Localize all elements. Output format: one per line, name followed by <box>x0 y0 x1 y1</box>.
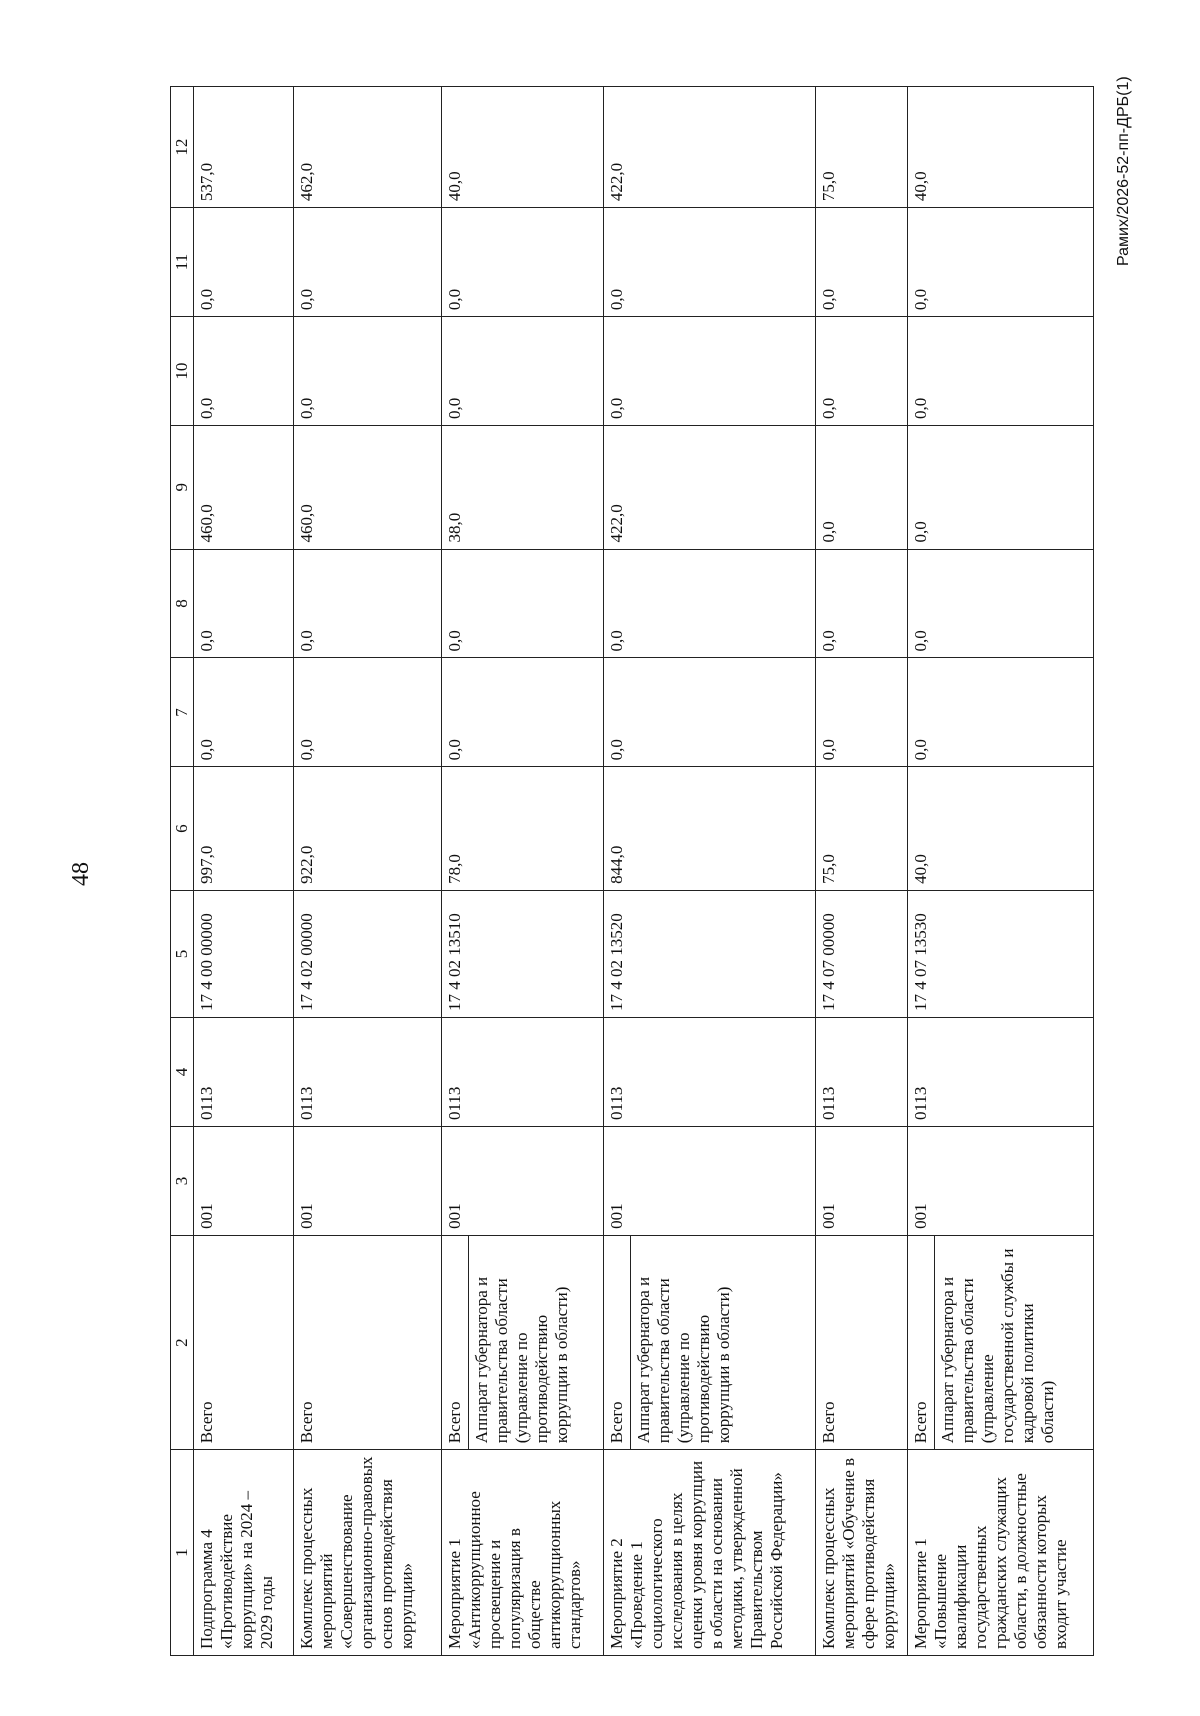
cell-c8: 0,0 <box>816 549 908 658</box>
table-row <box>908 87 1094 1656</box>
cell-c12: 40,0 <box>908 87 1094 208</box>
header-cell: 10 <box>171 317 194 426</box>
cell-c12: 75,0 <box>816 87 908 208</box>
cell-c11: 0,0 <box>294 208 442 317</box>
cell-c9: 0,0 <box>816 426 908 549</box>
total-label: Всего <box>607 1401 627 1444</box>
cell-c12: 422,0 <box>604 87 816 208</box>
header-cell: 3 <box>171 1126 194 1235</box>
cell-c9: 38,0 <box>442 426 604 549</box>
row-executor-cell <box>604 1235 816 1449</box>
cell-c10: 0,0 <box>908 317 1094 426</box>
row-name: Мероприятие 1 «Антикоррупционное просвещение и популяризация в обществе антикоррупционных стандартов» <box>442 1450 604 1656</box>
cell-c6: 844,0 <box>604 767 816 890</box>
budget-table <box>170 86 1094 1656</box>
header-cell: 7 <box>171 658 194 767</box>
cell-c4: 0113 <box>194 1018 294 1127</box>
cell-c5: 17 4 07 13530 <box>908 890 1094 1017</box>
header-cell: 5 <box>171 890 194 1017</box>
cell-c11: 0,0 <box>604 208 816 317</box>
cell-c8: 0,0 <box>908 549 1094 658</box>
total-label: Всего <box>297 1401 317 1444</box>
cell-c5: 17 4 02 00000 <box>294 890 442 1017</box>
row-executor-cell <box>442 1235 604 1449</box>
cell-c11: 0,0 <box>816 208 908 317</box>
cell-c6: 997,0 <box>194 767 294 890</box>
cell-c7: 0,0 <box>294 658 442 767</box>
cell-c6: 78,0 <box>442 767 604 890</box>
cell-c4: 0113 <box>442 1018 604 1127</box>
cell-c8: 0,0 <box>442 549 604 658</box>
table-row <box>194 87 294 1656</box>
executor-name: Аппарат губернатора и правительства области (управление по противодействию коррупции в области) <box>469 1236 576 1449</box>
header-cell: 11 <box>171 208 194 317</box>
row-executor-cell <box>294 1235 442 1449</box>
row-executor-cell <box>908 1235 1094 1449</box>
header-cell: 8 <box>171 549 194 658</box>
table-row <box>816 87 908 1656</box>
cell-c10: 0,0 <box>604 317 816 426</box>
cell-c4: 0113 <box>294 1018 442 1127</box>
cell-c4: 0113 <box>604 1018 816 1127</box>
cell-c12: 462,0 <box>294 87 442 208</box>
row-name: Комплекс процессных мероприятий «Совершенствование организационно-правовых основ противодействия коррупции» <box>294 1450 442 1656</box>
executor-block <box>908 1236 1061 1449</box>
cell-c5: 17 4 00 00000 <box>194 890 294 1017</box>
page-number: 48 <box>68 862 94 886</box>
cell-c12: 537,0 <box>194 87 294 208</box>
cell-c11: 0,0 <box>908 208 1094 317</box>
cell-c10: 0,0 <box>294 317 442 426</box>
cell-c3: 001 <box>604 1126 816 1235</box>
cell-c5: 17 4 07 00000 <box>816 890 908 1017</box>
cell-c9: 460,0 <box>194 426 294 549</box>
executor-name: Аппарат губернатора и правительства области (управление государственной службы и кадровой политики области) <box>935 1236 1062 1449</box>
cell-c5: 17 4 02 13510 <box>442 890 604 1017</box>
cell-c8: 0,0 <box>294 549 442 658</box>
cell-c7: 0,0 <box>442 658 604 767</box>
row-name: Мероприятие 1 «Повышение квалификации государственных гражданских служащих области, в должностные обязанности которых входит участие <box>908 1450 1094 1656</box>
executor-block <box>604 1236 737 1449</box>
header-cell: 12 <box>171 87 194 208</box>
cell-c8: 0,0 <box>194 549 294 658</box>
cell-c12: 40,0 <box>442 87 604 208</box>
header-cell: 2 <box>171 1235 194 1449</box>
header-cell: 6 <box>171 767 194 890</box>
cell-c5: 17 4 02 13520 <box>604 890 816 1017</box>
cell-c9: 422,0 <box>604 426 816 549</box>
cell-c4: 0113 <box>908 1018 1094 1127</box>
table-row <box>294 87 442 1656</box>
cell-c6: 75,0 <box>816 767 908 890</box>
header-cell: 4 <box>171 1018 194 1127</box>
total-label: Всего <box>445 1401 465 1444</box>
cell-c7: 0,0 <box>816 658 908 767</box>
cell-c11: 0,0 <box>442 208 604 317</box>
cell-c6: 40,0 <box>908 767 1094 890</box>
cell-c7: 0,0 <box>604 658 816 767</box>
executor-block <box>294 1236 320 1449</box>
executor-block <box>816 1236 842 1449</box>
cell-c3: 001 <box>442 1126 604 1235</box>
table-row <box>442 87 604 1656</box>
table-row <box>604 87 816 1656</box>
row-executor-cell <box>816 1235 908 1449</box>
cell-c3: 001 <box>908 1126 1094 1235</box>
cell-c11: 0,0 <box>194 208 294 317</box>
cell-c10: 0,0 <box>816 317 908 426</box>
cell-c10: 0,0 <box>194 317 294 426</box>
row-name: Комплекс процессных мероприятий «Обучение в сфере противодействия коррупции» <box>816 1450 908 1656</box>
cell-c7: 0,0 <box>908 658 1094 767</box>
cell-c8: 0,0 <box>604 549 816 658</box>
executor-block <box>194 1236 220 1449</box>
cell-c9: 460,0 <box>294 426 442 549</box>
cell-c3: 001 <box>194 1126 294 1235</box>
cell-c3: 001 <box>294 1126 442 1235</box>
cell-c7: 0,0 <box>194 658 294 767</box>
total-label: Всего <box>911 1401 931 1444</box>
header-row <box>171 87 194 1656</box>
row-executor-cell <box>194 1235 294 1449</box>
cell-c9: 0,0 <box>908 426 1094 549</box>
cell-c10: 0,0 <box>442 317 604 426</box>
header-cell: 1 <box>171 1450 194 1656</box>
executor-block <box>442 1236 575 1449</box>
executor-name: Аппарат губернатора и правительства области (управление по противодействию коррупции в области) <box>631 1236 738 1449</box>
document-stamp: Рамих/2026-52-пп-ДРБ(1) <box>1115 76 1132 266</box>
total-label: Всего <box>197 1401 217 1444</box>
cell-c4: 0113 <box>816 1018 908 1127</box>
header-cell: 9 <box>171 426 194 549</box>
total-label: Всего <box>819 1401 839 1444</box>
row-name: Подпрограмма 4 «Противодействие коррупции» на 2024 – 2029 годы <box>194 1450 294 1656</box>
cell-c6: 922,0 <box>294 767 442 890</box>
row-name: Мероприятие 2 «Проведение 1 социологического исследования в целях оценки уровня коррупции в области на основании методики, утвержденной Правительством Российской Федерации» <box>604 1450 816 1656</box>
cell-c3: 001 <box>816 1126 908 1235</box>
